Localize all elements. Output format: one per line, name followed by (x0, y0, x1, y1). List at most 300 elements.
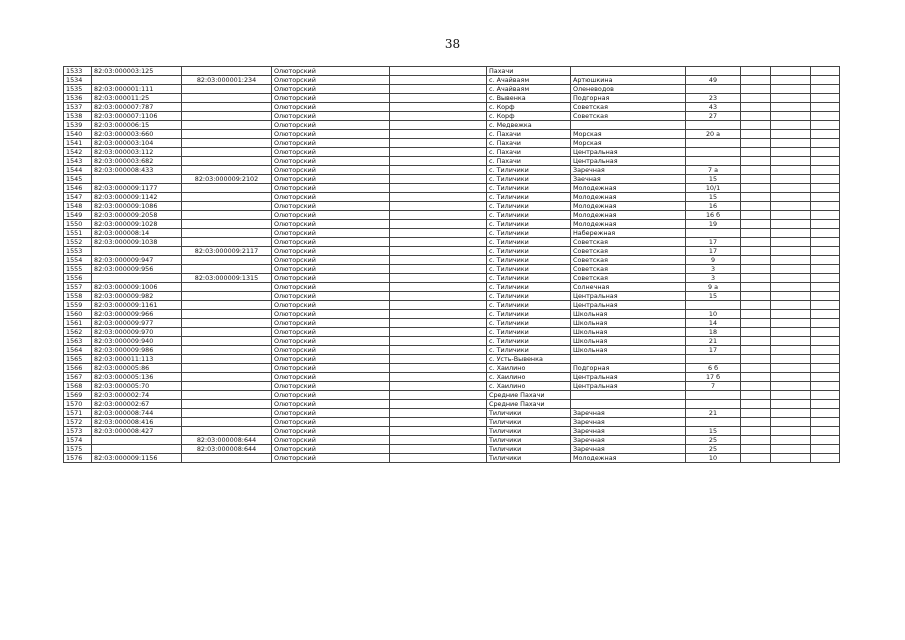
table-row (64, 193, 840, 202)
column-5-cell (390, 184, 487, 193)
house-number-cell: 23 (686, 94, 741, 103)
cadastral-number-cell: 82:03:000009:1177 (92, 184, 182, 193)
column-9-cell (741, 391, 771, 400)
settlement-cell: с. Тиличики (487, 301, 571, 310)
cadastral-number-cell (92, 247, 182, 256)
column-10-cell (771, 175, 811, 184)
cadastral-number-cell: 82:03:000009:940 (92, 337, 182, 346)
house-number-cell: 3 (686, 274, 741, 283)
cadastral-number-alt-cell (182, 130, 272, 139)
cadastral-number-cell: 82:03:000003:104 (92, 139, 182, 148)
district-cell: Олюторский (272, 364, 390, 373)
row-number-cell: 1543 (64, 157, 92, 166)
table-row (64, 445, 840, 454)
column-11-cell (811, 238, 840, 247)
column-10-cell (771, 310, 811, 319)
cadastral-number-alt-cell (182, 427, 272, 436)
street-cell: Артюшкина (571, 76, 686, 85)
settlement-cell: с. Тиличики (487, 337, 571, 346)
house-number-cell (686, 67, 741, 76)
column-10-cell (771, 238, 811, 247)
column-11-cell (811, 247, 840, 256)
district-cell: Олюторский (272, 202, 390, 211)
column-10-cell (771, 400, 811, 409)
column-10-cell (771, 67, 811, 76)
street-cell: Центральная (571, 157, 686, 166)
table-row (64, 418, 840, 427)
column-9-cell (741, 76, 771, 85)
column-5-cell (390, 346, 487, 355)
cadastral-number-alt-cell (182, 238, 272, 247)
row-number-cell: 1575 (64, 445, 92, 454)
street-cell: Заречная (571, 166, 686, 175)
row-number-cell: 1565 (64, 355, 92, 364)
column-9-cell (741, 310, 771, 319)
cadastral-number-alt-cell (182, 454, 272, 463)
table-row (64, 211, 840, 220)
column-5-cell (390, 391, 487, 400)
column-11-cell (811, 148, 840, 157)
column-11-cell (811, 337, 840, 346)
column-10-cell (771, 337, 811, 346)
table-row (64, 400, 840, 409)
street-cell: Заечная (571, 175, 686, 184)
row-number-cell: 1576 (64, 454, 92, 463)
table-row (64, 454, 840, 463)
table-row (64, 130, 840, 139)
column-11-cell (811, 130, 840, 139)
row-number-cell: 1552 (64, 238, 92, 247)
house-number-cell (686, 157, 741, 166)
column-10-cell (771, 427, 811, 436)
cadastral-number-alt-cell (182, 355, 272, 364)
cadastral-number-alt-cell (182, 409, 272, 418)
row-number-cell: 1539 (64, 121, 92, 130)
column-9-cell (741, 274, 771, 283)
column-11-cell (811, 112, 840, 121)
column-9-cell (741, 283, 771, 292)
house-number-cell: 18 (686, 328, 741, 337)
table-row (64, 256, 840, 265)
street-cell: Заречная (571, 427, 686, 436)
cadastral-number-cell (92, 445, 182, 454)
row-number-cell: 1540 (64, 130, 92, 139)
column-10-cell (771, 319, 811, 328)
column-5-cell (390, 283, 487, 292)
column-10-cell (771, 391, 811, 400)
house-number-cell (686, 301, 741, 310)
house-number-cell (686, 139, 741, 148)
street-cell: Заречная (571, 445, 686, 454)
column-10-cell (771, 211, 811, 220)
column-9-cell (741, 121, 771, 130)
column-11-cell (811, 121, 840, 130)
house-number-cell: 20 а (686, 130, 741, 139)
column-9-cell (741, 67, 771, 76)
column-9-cell (741, 112, 771, 121)
district-cell: Олюторский (272, 256, 390, 265)
table-row (64, 319, 840, 328)
cadastral-number-alt-cell (182, 256, 272, 265)
column-9-cell (741, 337, 771, 346)
cadastral-number-cell: 82:03:000009:947 (92, 256, 182, 265)
row-number-cell: 1561 (64, 319, 92, 328)
column-5-cell (390, 373, 487, 382)
row-number-cell: 1564 (64, 346, 92, 355)
table-row (64, 283, 840, 292)
street-cell: Заречная (571, 418, 686, 427)
street-cell (571, 391, 686, 400)
street-cell (571, 355, 686, 364)
column-10-cell (771, 292, 811, 301)
street-cell: Солнечная (571, 283, 686, 292)
row-number-cell: 1535 (64, 85, 92, 94)
column-11-cell (811, 391, 840, 400)
row-number-cell: 1533 (64, 67, 92, 76)
table-row (64, 238, 840, 247)
column-9-cell (741, 184, 771, 193)
column-10-cell (771, 157, 811, 166)
cadastral-number-cell: 82:03:000009:970 (92, 328, 182, 337)
cadastral-number-alt-cell (182, 67, 272, 76)
column-9-cell (741, 364, 771, 373)
cadastral-number-alt-cell (182, 346, 272, 355)
column-5-cell (390, 130, 487, 139)
cadastral-number-alt-cell (182, 157, 272, 166)
settlement-cell: с. Тиличики (487, 292, 571, 301)
street-cell: Школьная (571, 319, 686, 328)
district-cell: Олюторский (272, 247, 390, 256)
district-cell: Олюторский (272, 319, 390, 328)
row-number-cell: 1549 (64, 211, 92, 220)
column-10-cell (771, 373, 811, 382)
settlement-cell: Пахачи (487, 67, 571, 76)
house-number-cell: 10 (686, 454, 741, 463)
district-cell: Олюторский (272, 76, 390, 85)
column-11-cell (811, 364, 840, 373)
street-cell: Заречная (571, 436, 686, 445)
street-cell (571, 400, 686, 409)
table-row (64, 346, 840, 355)
column-11-cell (811, 76, 840, 85)
cadastral-number-alt-cell: 82:03:000009:2102 (182, 175, 272, 184)
column-9-cell (741, 427, 771, 436)
district-cell: Олюторский (272, 175, 390, 184)
column-10-cell (771, 364, 811, 373)
district-cell: Олюторский (272, 166, 390, 175)
column-11-cell (811, 328, 840, 337)
row-number-cell: 1560 (64, 310, 92, 319)
house-number-cell (686, 418, 741, 427)
table-row (64, 220, 840, 229)
cadastral-number-alt-cell (182, 265, 272, 274)
cadastral-number-cell: 82:03:000009:982 (92, 292, 182, 301)
street-cell: Центральная (571, 382, 686, 391)
column-11-cell (811, 85, 840, 94)
column-5-cell (390, 310, 487, 319)
district-cell: Олюторский (272, 454, 390, 463)
district-cell: Олюторский (272, 265, 390, 274)
settlement-cell: с. Тиличики (487, 283, 571, 292)
table-row (64, 328, 840, 337)
cadastral-number-cell (92, 76, 182, 85)
column-10-cell (771, 301, 811, 310)
cadastral-number-alt-cell: 82:03:000008:644 (182, 436, 272, 445)
column-9-cell (741, 292, 771, 301)
column-10-cell (771, 112, 811, 121)
column-5-cell (390, 436, 487, 445)
cadastral-number-cell (92, 274, 182, 283)
column-5-cell (390, 121, 487, 130)
settlement-cell: с. Усть-Вывенка (487, 355, 571, 364)
column-9-cell (741, 175, 771, 184)
cadastral-number-cell (92, 436, 182, 445)
district-cell: Олюторский (272, 211, 390, 220)
cadastral-number-cell: 82:03:000003:125 (92, 67, 182, 76)
cadastral-number-cell: 82:03:000009:1028 (92, 220, 182, 229)
column-9-cell (741, 103, 771, 112)
cadastral-number-cell: 82:03:000009:966 (92, 310, 182, 319)
column-11-cell (811, 427, 840, 436)
column-10-cell (771, 229, 811, 238)
column-10-cell (771, 85, 811, 94)
column-9-cell (741, 220, 771, 229)
table-row (64, 382, 840, 391)
table-row (64, 364, 840, 373)
cadastral-number-cell: 82:03:000002:67 (92, 400, 182, 409)
column-9-cell (741, 229, 771, 238)
settlement-cell: с. Тиличики (487, 202, 571, 211)
settlement-cell: с. Тиличики (487, 256, 571, 265)
column-10-cell (771, 220, 811, 229)
street-cell: Заречная (571, 409, 686, 418)
cadastral-number-alt-cell (182, 229, 272, 238)
cadastral-number-alt-cell (182, 139, 272, 148)
district-cell: Олюторский (272, 283, 390, 292)
settlement-cell: Тиличики (487, 445, 571, 454)
district-cell: Олюторский (272, 121, 390, 130)
house-number-cell: 43 (686, 103, 741, 112)
column-10-cell (771, 436, 811, 445)
column-11-cell (811, 94, 840, 103)
column-10-cell (771, 139, 811, 148)
table-row (64, 67, 840, 76)
district-cell: Олюторский (272, 391, 390, 400)
column-11-cell (811, 103, 840, 112)
column-5-cell (390, 454, 487, 463)
district-cell: Олюторский (272, 310, 390, 319)
row-number-cell: 1574 (64, 436, 92, 445)
column-11-cell (811, 319, 840, 328)
district-cell: Олюторский (272, 409, 390, 418)
column-10-cell (771, 382, 811, 391)
cadastral-number-cell: 82:03:000009:1156 (92, 454, 182, 463)
street-cell: Советская (571, 256, 686, 265)
street-cell: Советская (571, 112, 686, 121)
column-5-cell (390, 382, 487, 391)
column-11-cell (811, 175, 840, 184)
district-cell: Олюторский (272, 67, 390, 76)
cadastral-number-cell: 82:03:000006:15 (92, 121, 182, 130)
column-10-cell (771, 148, 811, 157)
settlement-cell: с. Тиличики (487, 166, 571, 175)
property-table (63, 66, 840, 463)
row-number-cell: 1572 (64, 418, 92, 427)
street-cell: Оленеводов (571, 85, 686, 94)
district-cell: Олюторский (272, 103, 390, 112)
house-number-cell: 6 б (686, 364, 741, 373)
column-9-cell (741, 265, 771, 274)
column-9-cell (741, 382, 771, 391)
district-cell: Олюторский (272, 355, 390, 364)
column-5-cell (390, 229, 487, 238)
house-number-cell: 10/1 (686, 184, 741, 193)
district-cell: Олюторский (272, 328, 390, 337)
column-5-cell (390, 67, 487, 76)
street-cell: Школьная (571, 346, 686, 355)
column-11-cell (811, 382, 840, 391)
house-number-cell: 25 (686, 436, 741, 445)
column-5-cell (390, 175, 487, 184)
column-10-cell (771, 265, 811, 274)
settlement-cell: Средние Пахачи (487, 400, 571, 409)
house-number-cell: 16 б (686, 211, 741, 220)
column-5-cell (390, 364, 487, 373)
table-row (64, 310, 840, 319)
street-cell: Молодежная (571, 211, 686, 220)
column-5-cell (390, 139, 487, 148)
column-10-cell (771, 445, 811, 454)
district-cell: Олюторский (272, 427, 390, 436)
district-cell: Олюторский (272, 373, 390, 382)
row-number-cell: 1555 (64, 265, 92, 274)
row-number-cell: 1567 (64, 373, 92, 382)
column-11-cell (811, 139, 840, 148)
table-row (64, 436, 840, 445)
street-cell: Школьная (571, 328, 686, 337)
column-10-cell (771, 418, 811, 427)
cadastral-number-alt-cell (182, 292, 272, 301)
column-5-cell (390, 328, 487, 337)
column-10-cell (771, 184, 811, 193)
table-row (64, 292, 840, 301)
street-cell (571, 121, 686, 130)
cadastral-number-alt-cell (182, 166, 272, 175)
cadastral-number-alt-cell (182, 337, 272, 346)
cadastral-number-alt-cell: 82:03:000009:1315 (182, 274, 272, 283)
cadastral-number-cell: 82:03:000009:956 (92, 265, 182, 274)
column-11-cell (811, 454, 840, 463)
street-cell: Подгорная (571, 364, 686, 373)
column-9-cell (741, 445, 771, 454)
table-row (64, 94, 840, 103)
cadastral-number-alt-cell (182, 112, 272, 121)
house-number-cell: 25 (686, 445, 741, 454)
table-row (64, 373, 840, 382)
column-11-cell (811, 157, 840, 166)
column-11-cell (811, 283, 840, 292)
column-10-cell (771, 328, 811, 337)
column-11-cell (811, 418, 840, 427)
settlement-cell: с. Тиличики (487, 319, 571, 328)
settlement-cell: с. Корф (487, 112, 571, 121)
column-11-cell (811, 355, 840, 364)
cadastral-number-cell (92, 175, 182, 184)
table-row (64, 121, 840, 130)
row-number-cell: 1557 (64, 283, 92, 292)
column-5-cell (390, 166, 487, 175)
settlement-cell: с. Тиличики (487, 184, 571, 193)
column-10-cell (771, 355, 811, 364)
house-number-cell: 27 (686, 112, 741, 121)
street-cell: Подгорная (571, 94, 686, 103)
column-5-cell (390, 319, 487, 328)
table-row (64, 202, 840, 211)
house-number-cell: 15 (686, 175, 741, 184)
column-11-cell (811, 211, 840, 220)
column-5-cell (390, 292, 487, 301)
cadastral-number-cell: 82:03:000009:986 (92, 346, 182, 355)
column-5-cell (390, 211, 487, 220)
district-cell: Олюторский (272, 400, 390, 409)
column-11-cell (811, 265, 840, 274)
row-number-cell: 1570 (64, 400, 92, 409)
cadastral-number-cell: 82:03:000007:1106 (92, 112, 182, 121)
house-number-cell: 15 (686, 292, 741, 301)
column-11-cell (811, 193, 840, 202)
column-9-cell (741, 355, 771, 364)
column-11-cell (811, 445, 840, 454)
table-row (64, 76, 840, 85)
district-cell: Олюторский (272, 148, 390, 157)
street-cell: Центральная (571, 373, 686, 382)
column-9-cell (741, 166, 771, 175)
settlement-cell: Тиличики (487, 427, 571, 436)
column-9-cell (741, 157, 771, 166)
settlement-cell: с. Тиличики (487, 229, 571, 238)
column-5-cell (390, 76, 487, 85)
house-number-cell (686, 391, 741, 400)
column-5-cell (390, 400, 487, 409)
column-10-cell (771, 193, 811, 202)
cadastral-number-alt-cell (182, 193, 272, 202)
row-number-cell: 1537 (64, 103, 92, 112)
table-row (64, 391, 840, 400)
cadastral-number-alt-cell (182, 85, 272, 94)
cadastral-number-alt-cell (182, 310, 272, 319)
cadastral-number-alt-cell (182, 382, 272, 391)
settlement-cell: с. Тиличики (487, 346, 571, 355)
house-number-cell (686, 355, 741, 364)
column-9-cell (741, 319, 771, 328)
column-9-cell (741, 238, 771, 247)
column-9-cell (741, 373, 771, 382)
table-row (64, 409, 840, 418)
column-5-cell (390, 193, 487, 202)
district-cell: Олюторский (272, 445, 390, 454)
column-10-cell (771, 103, 811, 112)
row-number-cell: 1542 (64, 148, 92, 157)
column-10-cell (771, 130, 811, 139)
row-number-cell: 1534 (64, 76, 92, 85)
column-9-cell (741, 301, 771, 310)
street-cell: Морская (571, 130, 686, 139)
row-number-cell: 1541 (64, 139, 92, 148)
district-cell: Олюторский (272, 112, 390, 121)
column-10-cell (771, 274, 811, 283)
street-cell: Советская (571, 265, 686, 274)
house-number-cell: 17 (686, 346, 741, 355)
